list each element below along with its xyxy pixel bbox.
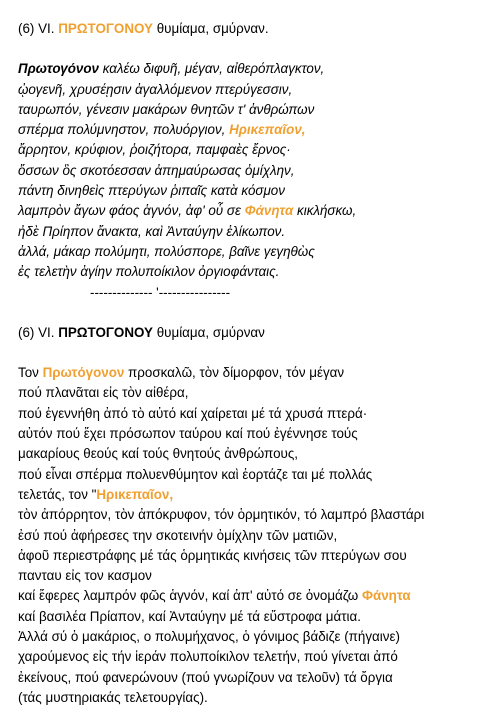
line-text: τελετάς, τον " <box>18 486 97 502</box>
line-text: πού πλανᾶται εἰς τὸν αἰθέρα, <box>18 385 189 401</box>
line-text: τὸν ἀπόρρητον, τὸν ἀπόκρυφον, τόν ὁρμητικόν, τό λαμπρό βλαστάρι <box>18 507 425 523</box>
section1-heading <box>18 19 486 39</box>
translation-line <box>18 465 486 485</box>
line-text: Τον <box>18 365 43 381</box>
translation-line <box>18 566 486 586</box>
line-text: πού ἐγεννήθη ἀπό τὸ αὐτό καί χαίρεται μέ τά χρυσά πτερά· <box>18 405 368 421</box>
line-text: ἄρρητον, κρύφιον, ῥοιζήτορα, παμφαὲς ἔρνος· <box>18 142 291 158</box>
translation-line <box>18 424 486 444</box>
highlighted-name: Φάνητα <box>244 203 294 219</box>
poem-line <box>18 161 486 181</box>
translation-line <box>18 586 486 606</box>
poem-line <box>18 242 486 262</box>
poem-line <box>18 181 486 201</box>
greek-hymn-original <box>18 59 486 282</box>
line-text: πάντη δινηθεὶς πτερύγων ῥιπαῖς κατὰ κόσμον <box>18 183 285 199</box>
line-text: καλέω διφυῆ, μέγαν, αἰθερόπλαγκτον, <box>99 61 325 77</box>
poem-line <box>18 80 486 100</box>
poem-line <box>18 59 486 79</box>
highlighted-name: Ηρικεπαῖον, <box>229 122 306 138</box>
translation-line <box>18 546 486 566</box>
line-text: ᾠογενῆ, χρυσέῃσιν ἀγαλλόμενον πτερύγεσσιν, <box>18 81 293 97</box>
poem-line <box>18 262 486 282</box>
line-text: μακαρίους θεούς καί τούς θνητούς ἀνθρώπους, <box>18 446 299 462</box>
line-text: (τάς μυστηριακάς τελετουργίας). <box>18 689 208 705</box>
line-text: σπέρμα πολύμνηστον, πολυόργιον, <box>18 122 230 138</box>
highlighted-name: Ηρικεπαῖον, <box>96 486 174 502</box>
section2-heading <box>18 323 486 343</box>
spacer <box>18 39 486 59</box>
line-text: ἠδὲ Πρίηπον ἄνακτα, καὶ Ἀνταύγην ἑλίκωπον. <box>18 223 286 239</box>
heading-suffix: θυμίαμα, σμύρναν. <box>153 21 269 36</box>
section-separator: -------------- '---------------- <box>90 284 231 300</box>
translation-line <box>18 627 486 647</box>
spacer <box>18 303 486 323</box>
translation-line <box>18 383 486 403</box>
translation-line <box>18 668 486 688</box>
poem-line <box>18 140 486 160</box>
line-text: ὄσσων ὃς σκοτόεσσαν ἀπημαύρωσας ὀμίχλην, <box>18 162 295 178</box>
line-text: ἐκείνους, πού φανερώνουν (πού γνωρίζουν να τελοῦν) τά ὄργια <box>18 669 393 685</box>
line-text: πού εἶναι σπέρμα πολυενθύμητον καὶ ἑορτάζε ται μέ πολλάς <box>18 466 373 482</box>
heading-name-highlight: ΠΡΩΤΟΓΟΝΟΥ <box>58 21 153 36</box>
line-text: κικλήσκω, <box>293 203 357 219</box>
bold-word: Πρωτογόνον <box>18 61 100 77</box>
line-text: πανταυ εἰς τον κασμον <box>18 568 152 584</box>
line-text: ἐς τελετὴν ἁγίην πολυποίκιλον ὀργιοφάνταις. <box>18 264 280 280</box>
line-text: ἀφοῦ περιεστράφης μέ τάς ὁρμητικάς κινήσεις τῶν πτερύγων σου <box>18 547 407 563</box>
translation-line <box>18 505 486 525</box>
line-text: χαρούμενος εἰς τήν ἱεράν πολυποίκιλον τελετήν, πού γίνεται ἀπό <box>18 649 398 665</box>
greek-hymn-translation <box>18 363 486 708</box>
translation-line <box>18 404 486 424</box>
translation-line <box>18 485 486 505</box>
poem-line <box>18 222 486 242</box>
heading-prefix: (6) VI. <box>18 21 59 36</box>
line-text: ἐσύ πού ἀφήρεσες την σκοτεινήν ὀμίχλην τῶν ματιῶν, <box>18 527 338 543</box>
translation-line <box>18 526 486 546</box>
heading-name-bold: ΠΡΩΤΟΓΟΝΟΥ <box>58 324 153 340</box>
translation-line <box>18 688 486 708</box>
highlighted-name: Φάνητα <box>361 588 411 604</box>
poem-line <box>18 100 486 120</box>
line-text: Ἀλλά σύ ὁ μακάριος, ο πολυμήχανος, ὁ γόνιμος βάδιζε (πήγαινε) <box>18 629 400 645</box>
line-text: λαμπρὸν ἄγων φάος ἁγνόν, ἀφ' οὗ σε <box>18 203 245 219</box>
line-text: καί βασιλέα Πρίαπον, καί Ἀνταύγην μέ τά εὔστροφα μάτια. <box>18 608 361 624</box>
highlighted-name: Πρωτόγονον <box>42 365 125 381</box>
poem-line <box>18 120 486 140</box>
heading-suffix: θυμίαμα, σμύρναν <box>153 324 265 340</box>
translation-line <box>18 444 486 464</box>
translation-line <box>18 607 486 627</box>
spacer <box>18 343 486 363</box>
translation-line <box>18 647 486 667</box>
line-text: ταυρωπόν, γένεσιν μακάρων θνητῶν τ' ἀνθρώπων <box>18 101 315 117</box>
heading-prefix: (6) VI. <box>18 324 59 340</box>
line-text: αὐτόν πού ἔχει πρόσωπον ταύρου καί πού ἐγέννησε τούς <box>18 426 358 442</box>
translation-line <box>18 363 486 383</box>
line-text: καί ἔφερες λαμπρόν φῶς ἁγνόν, καί ἀπ' αὐτό σε ὀνομάζω <box>18 588 362 604</box>
poem-line <box>18 201 486 221</box>
line-text: προσκαλῶ, τὸν δίμορφον, τόν μέγαν <box>124 365 345 381</box>
document-page <box>18 19 486 708</box>
line-text: ἀλλά, μάκαρ πολύμητι, πολύσπορε, βαῖνε γεγηθὼς <box>18 243 315 259</box>
